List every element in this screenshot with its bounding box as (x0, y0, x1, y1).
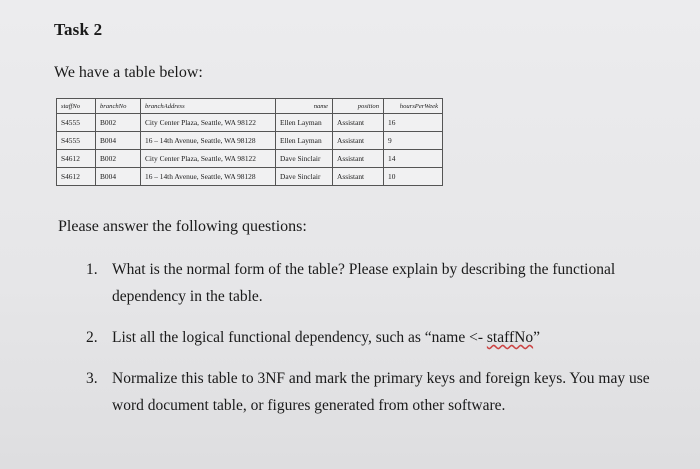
table-header-row (57, 99, 443, 114)
intro-text: We have a table below: (54, 64, 203, 81)
table-cell: Assistant (333, 114, 384, 132)
list-item (86, 365, 676, 419)
table-cell: B004 (96, 132, 141, 150)
table-cell: Ellen Layman (276, 132, 333, 150)
table-cell: S4612 (57, 168, 96, 186)
table-cell: 10 (384, 168, 443, 186)
table-row (57, 168, 443, 186)
column-header: position (333, 99, 384, 114)
table-row (57, 150, 443, 168)
list-item (86, 256, 676, 310)
question-number: 3. (86, 370, 98, 387)
table-cell: Assistant (333, 168, 384, 186)
column-header: name (276, 99, 333, 114)
spellcheck-word: staffNo (486, 329, 534, 346)
task-title: Task 2 (54, 20, 103, 39)
question-text-before: List all the logical functional dependency, such as “name <- (112, 329, 487, 346)
table-cell: B002 (96, 114, 141, 132)
table-cell: S4612 (57, 150, 96, 168)
table-cell: City Center Plaza, Seattle, WA 98122 (141, 114, 276, 132)
question-text: Normalize this table to 3NF and mark the primary keys and foreign keys. You may use word document table, or figures generated from other software. (112, 370, 650, 414)
question-text-after: ” (533, 329, 540, 346)
table-cell: S4555 (57, 114, 96, 132)
table-cell: S4555 (57, 132, 96, 150)
list-item (86, 324, 676, 351)
column-header: hoursPerWeek (384, 99, 443, 114)
table-cell: B002 (96, 150, 141, 168)
table-cell: Ellen Layman (276, 114, 333, 132)
table-cell: 16 (384, 114, 443, 132)
question-number: 1. (86, 261, 98, 278)
table-cell: B004 (96, 168, 141, 186)
questions-list (86, 256, 676, 433)
table-cell: Assistant (333, 150, 384, 168)
table-row (57, 132, 443, 150)
column-header: branchNo (96, 99, 141, 114)
column-header: branchAddress (141, 99, 276, 114)
staff-branch-table (56, 98, 443, 186)
table-cell: 16 – 14th Avenue, Seattle, WA 98128 (141, 168, 276, 186)
table-cell: 9 (384, 132, 443, 150)
table-row (57, 114, 443, 132)
table-cell: 16 – 14th Avenue, Seattle, WA 98128 (141, 132, 276, 150)
table-cell: Dave Sinclair (276, 168, 333, 186)
question-number: 2. (86, 329, 98, 346)
column-header: staffNo (57, 99, 96, 114)
table-cell: Assistant (333, 132, 384, 150)
table-cell: 14 (384, 150, 443, 168)
table-cell: Dave Sinclair (276, 150, 333, 168)
table-cell: City Center Plaza, Seattle, WA 98122 (141, 150, 276, 168)
questions-intro: Please answer the following questions: (58, 218, 307, 235)
question-text: What is the normal form of the table? Please explain by describing the functional dependency in the table. (112, 261, 616, 305)
